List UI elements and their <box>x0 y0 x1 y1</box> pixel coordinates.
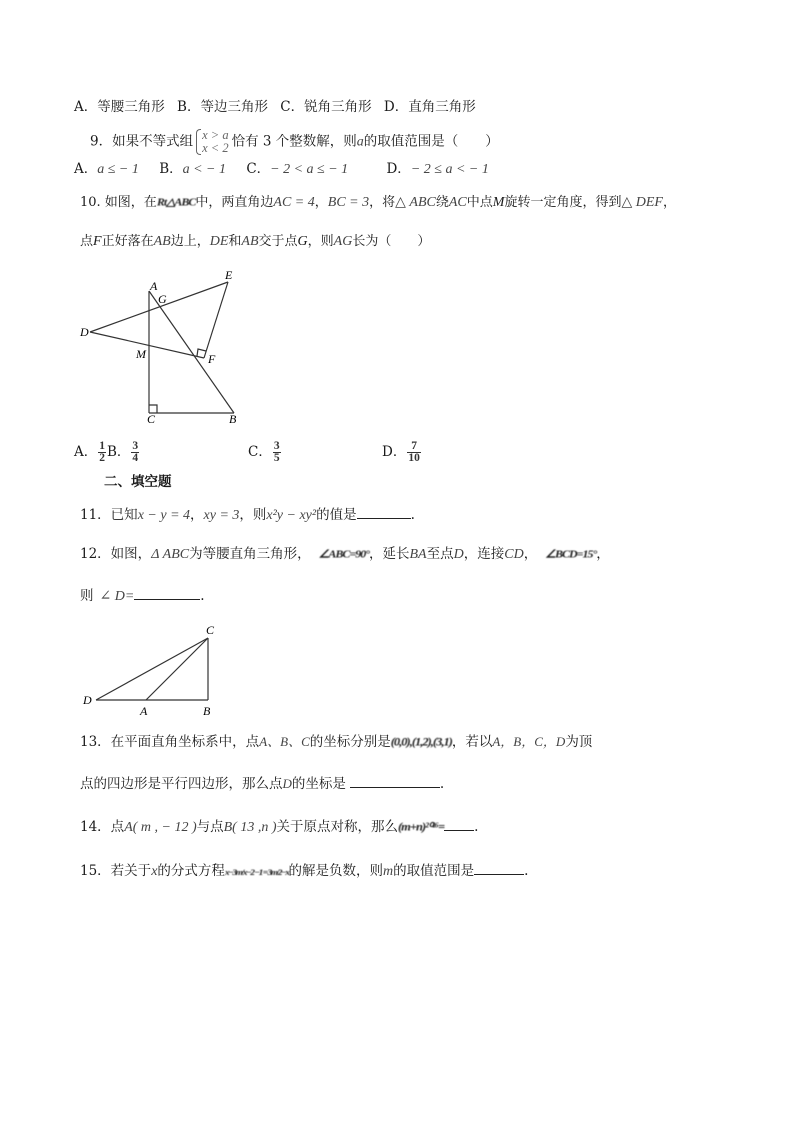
q15-blurred-equation: x−3m/x−2 −1 = 3m/2−x <box>224 868 289 878</box>
q9-option-c: − 2 < a ≤ − 1 <box>270 162 349 177</box>
q13-text: 的坐标是 <box>291 776 346 792</box>
q10-segment-ab <box>149 291 234 413</box>
q9-stem <box>90 129 499 155</box>
q10-option-d-fraction <box>407 441 421 464</box>
fraction-numerator: 1 <box>99 440 105 452</box>
q10-text: 边上， <box>170 234 210 249</box>
q13-text: 的坐标分别是 <box>309 734 391 750</box>
q10-text: ，则 <box>307 234 334 249</box>
q8-option-b: B．等边三角形 <box>177 99 268 115</box>
q10-options <box>74 437 140 467</box>
q12-text: ，连接 <box>463 546 505 562</box>
q11-text: ，则 <box>239 507 267 523</box>
q12-figure <box>78 618 228 722</box>
q9-var-a: a <box>356 134 364 150</box>
q12-label-c: C <box>206 623 215 637</box>
q10-stem-line1 <box>80 193 676 212</box>
q12-stem-line1 <box>80 545 610 564</box>
q15-m: m <box>383 864 394 879</box>
q10-text: 点 <box>80 234 94 249</box>
q9-option-d-label: D． <box>386 161 411 177</box>
q10-ac: AC = 4 <box>273 195 315 210</box>
q8-option-c: C．锐角三角形 <box>280 99 372 115</box>
q10-option-d <box>382 437 422 467</box>
q10-label-a: A <box>150 279 158 293</box>
q12-d: D <box>453 547 464 562</box>
q9-option-d: − 2 ≤ a < − 1 <box>410 162 489 177</box>
q12-triangle: Δ ABC <box>151 547 190 562</box>
q13-abcd: A，B，C，D <box>492 734 566 749</box>
q12-text: ，延长 <box>369 546 410 562</box>
q10-option-c-fraction <box>273 441 281 464</box>
q13-text: . <box>439 776 445 792</box>
q13-text: ，若以 <box>451 734 493 750</box>
q14-text: 14．点 <box>80 819 125 835</box>
q9-stem-prefix: 9．如果不等式组 <box>90 133 194 150</box>
fraction-denominator: 4 <box>132 452 139 464</box>
q11-text: 的值是 <box>316 507 357 523</box>
q10-text: ， <box>662 195 676 210</box>
q10-option-a-fraction <box>98 441 106 464</box>
q13-d: D <box>282 776 292 791</box>
fraction-denominator: 2 <box>99 452 105 464</box>
q8-option-d: D．直角三角形 <box>383 99 476 115</box>
q10-bc: BC = 3 <box>327 195 370 210</box>
q15-text: 的解是负数，则 <box>288 863 384 879</box>
q10-text: 中点 <box>466 195 493 210</box>
q14-answer-blank[interactable] <box>444 817 474 831</box>
q12-text: ， <box>596 546 610 562</box>
q10-figure <box>70 262 260 430</box>
q14-text: 关于原点对称，那么 <box>276 819 399 835</box>
q14-stem <box>80 817 478 837</box>
q10-text: 交于点 <box>258 234 298 249</box>
q15-text: 15．若关于 <box>80 863 152 879</box>
q15-text: . <box>524 863 529 879</box>
q10-label-m: M <box>136 347 146 361</box>
q13-text: 为顶 <box>565 734 593 750</box>
q9-option-b-label: B． <box>159 161 183 177</box>
q10-blurred-rt-abc: Rt△ABC <box>156 195 196 209</box>
fraction-denominator: 10 <box>408 452 420 464</box>
q9-options <box>74 160 489 179</box>
q15-x: x <box>151 864 158 879</box>
q10-stem-line2 <box>80 233 430 251</box>
q10-text: 旋转一定角度，得到 <box>504 195 622 210</box>
q9-option-a: a ≤ − 1 <box>97 162 139 177</box>
q10-ab: AB <box>241 234 259 249</box>
q10-segment-de <box>90 282 228 332</box>
q13-points: A、B、C <box>259 734 310 749</box>
q11-text: . <box>410 507 415 523</box>
q11-stem <box>80 505 415 525</box>
q9-option-b: a < − 1 <box>182 162 227 177</box>
q11-expr3: x²y − xy² <box>266 508 317 523</box>
q11-text: ， <box>190 507 204 523</box>
q12-text: 则 <box>80 588 94 604</box>
q10-text: 10. 如图，在 <box>80 195 157 210</box>
q9-sys-line2: x < 2 <box>202 141 229 155</box>
q10-text: ， <box>314 195 328 210</box>
q10-triangle-abc: △ ABC <box>395 195 436 210</box>
q13-stem-line1 <box>80 733 592 751</box>
fraction-numerator: 7 <box>407 441 421 453</box>
q10-option-d-label: D． <box>382 444 407 460</box>
q10-text: 中，两直角边 <box>195 195 274 210</box>
q12-text: 至点 <box>426 546 454 562</box>
q12-stem-line2 <box>80 586 205 606</box>
q14-point-a: A( m , − 12 ) <box>124 820 197 835</box>
q9-inequality-system <box>194 129 228 155</box>
q10-option-c <box>248 437 282 467</box>
q15-text: 的分式方程 <box>157 863 225 879</box>
q14-text: 与点 <box>196 819 224 835</box>
q10-text: 和 <box>228 234 242 249</box>
q8-option-a: A．等腰三角形 <box>74 99 165 115</box>
q12-text: 为等腰直角三角形， <box>189 546 311 562</box>
q10-label-b: B <box>229 412 237 426</box>
q12-cd: CD <box>504 547 524 562</box>
q10-ag: AG <box>333 234 353 249</box>
q10-label-f: F <box>208 352 216 366</box>
q15-stem <box>80 861 528 882</box>
q10-text: 正好落在 <box>101 234 154 249</box>
q13-text: 点的四边形是平行四边形，那么点 <box>80 776 283 792</box>
q14-text: . <box>474 819 479 835</box>
section-title: 二、填空题 <box>104 474 172 490</box>
fraction-numerator: 3 <box>132 440 139 452</box>
q10-g: G <box>297 234 308 249</box>
q10-f: F <box>93 234 102 249</box>
q14-point-b: B( 13 ,n ) <box>223 820 277 835</box>
q13-blurred-coordinates: (0,0),(1,2),(3,1) <box>390 735 452 749</box>
q12-text: 12．如图， <box>80 546 152 562</box>
q12-answer-blank[interactable] <box>134 586 200 600</box>
q9-option-a-label: A． <box>74 161 98 177</box>
q13-stem-line2 <box>80 774 444 793</box>
q14-blurred-expression: (m+n)²⁰¹⁶= <box>398 820 445 834</box>
q10-triangle-def: △ DEF <box>621 195 663 210</box>
q15-answer-blank[interactable] <box>474 861 524 875</box>
q12-label-d: D <box>83 693 92 707</box>
q15-text: 的取值范围是 <box>393 863 475 879</box>
q10-text: 长为（ ） <box>352 234 431 249</box>
q12-segment-ac <box>146 638 208 700</box>
q12-blurred-angle-bcd: ∠BCD=15° <box>545 547 597 561</box>
fraction-denominator: 5 <box>273 452 280 464</box>
q10-de: DE <box>209 234 229 249</box>
q10-option-a-label: A． <box>74 444 98 460</box>
q10-ac-var: AC <box>448 195 467 210</box>
q12-text: . <box>200 588 205 604</box>
q10-option-b-label: B． <box>107 444 131 460</box>
q12-angle-d: ∠ D= <box>99 589 135 604</box>
fraction-numerator: 3 <box>273 440 280 452</box>
q10-ab: AB <box>153 234 171 249</box>
q13-text: 13．在平面直角坐标系中，点 <box>80 734 260 750</box>
q9-option-c-label: C． <box>246 161 271 177</box>
q12-segment-dc <box>96 638 208 700</box>
q10-m: M <box>492 195 505 210</box>
q11-expr2: xy = 3 <box>203 508 240 523</box>
q9-sys-line1: x > a <box>202 128 229 142</box>
q10-option-b-fraction <box>131 441 139 464</box>
q10-label-g: G <box>158 292 167 306</box>
q9-stem-suffix: 的取值范围是（ ） <box>363 133 499 150</box>
q10-label-e: E <box>225 268 233 282</box>
q11-answer-blank[interactable] <box>357 505 411 519</box>
q12-label-b: B <box>203 704 211 718</box>
q10-text: 绕 <box>435 195 449 210</box>
q12-blurred-angle-abc: ∠ABC=90° <box>318 547 369 561</box>
q10-text: ，将 <box>369 195 396 210</box>
q11-expr1: x − y = 4 <box>137 508 191 523</box>
q12-text: ， <box>523 546 538 562</box>
q9-stem-mid: 恰有 3 个整数解，则 <box>231 133 357 150</box>
q12-ba: BA <box>409 547 427 562</box>
q12-label-a: A <box>140 704 148 718</box>
q10-label-d: D <box>80 325 89 339</box>
q13-answer-blank[interactable] <box>350 774 440 788</box>
q8-options <box>74 98 476 116</box>
q10-label-c: C <box>147 412 156 426</box>
q11-text: 11．已知 <box>80 507 138 523</box>
q10-option-c-label: C． <box>248 444 272 460</box>
q10-segment-ef <box>204 282 228 358</box>
